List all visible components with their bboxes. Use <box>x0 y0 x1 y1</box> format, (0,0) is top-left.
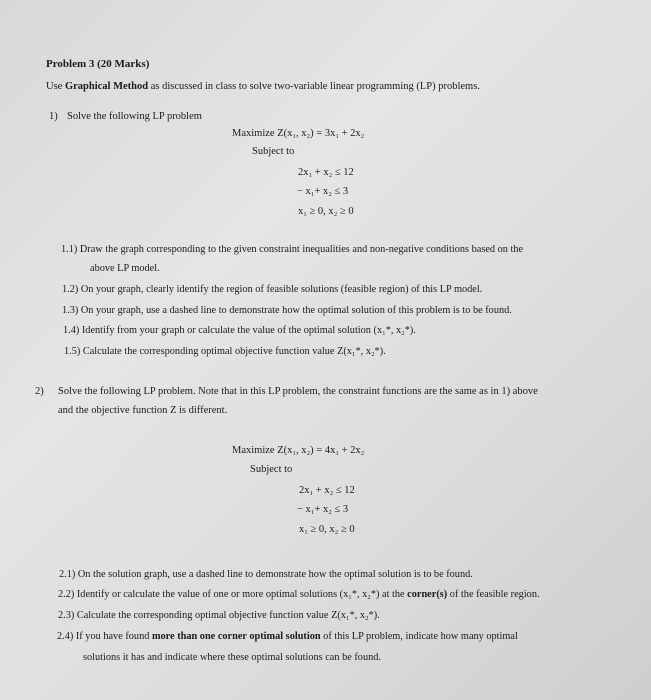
part2-item-2-4-cont: solutions it has and indicate where these optimal solutions can be found. <box>83 652 381 663</box>
part1-objective: Maximize Z(x₁, x₂) = 3x₁ + 2x₂ <box>232 128 365 139</box>
part2-constraint-3: x₁ ≥ 0, x₂ ≥ 0 <box>299 524 355 535</box>
part2-item-2-4-bold: more than one corner optimal solution <box>151 631 321 642</box>
part1-text: Solve the following LP problem <box>67 111 202 122</box>
part2-objective: Maximize Z(x₁, x₂) = 4x₁ + 2x₂ <box>232 445 365 456</box>
part2-item-2-3: 2.3) Calculate the corresponding optimal objective function value Z(x₁*, x₂*). <box>58 610 380 621</box>
intro-text <box>46 80 480 94</box>
intro-bold: Graphical Method <box>64 81 149 92</box>
part2-constraint-2: − x₁+ x₂ ≤ 3 <box>297 504 349 515</box>
part2-item-2-1: 2.1) On the solution graph, use a dashed line to demonstrate how the optimal solution is to be found. <box>59 569 473 580</box>
part1-item-1-2: 1.2) On your graph, clearly identify the region of feasible solutions (feasible region) of this LP model. <box>62 284 483 295</box>
part2-item-2-4-prefix: 2.4) If you have found <box>57 631 152 642</box>
part2-item-2-2-prefix: 2.2) Identify or calculate the value of one or more optimal solutions (x₁*, x₂*) at the <box>58 589 408 600</box>
intro-suffix: as discussed in class to solve two-variable linear programming (LP) problems. <box>148 81 480 92</box>
part1-item-1-1: 1.1) Draw the graph corresponding to the given constraint inequalities and non-negative conditions based on the <box>61 244 524 255</box>
intro-prefix: Use <box>46 81 65 92</box>
part1-constraint-1: 2x₁ + x₂ ≤ 12 <box>298 167 354 178</box>
part2-number: 2) <box>35 386 44 397</box>
part1-item-1-3: 1.3) On your graph, use a dashed line to demonstrate how the optimal solution of this problem is to be found. <box>62 305 512 316</box>
part1-item-1-4: 1.4) Identify from your graph or calculate the value of the optimal solution (x₁*, x₂*). <box>63 325 416 336</box>
part2-item-2-2 <box>58 588 540 602</box>
part2-constraint-1: 2x₁ + x₂ ≤ 12 <box>299 485 355 496</box>
part1-constraint-3: x₁ ≥ 0, x₂ ≥ 0 <box>298 206 354 217</box>
part1-item-1-5: 1.5) Calculate the corresponding optimal objective function value Z(x₁*, x₂*). <box>64 346 386 357</box>
problem-title: Problem 3 (20 Marks) <box>46 58 150 70</box>
part2-item-2-2-bold: corner(s) <box>407 589 448 600</box>
part1-subject-to: Subject to <box>252 146 295 157</box>
part2-text-line1: Solve the following LP problem. Note that in this LP problem, the constraint functions are the same as in 1) above <box>58 386 538 397</box>
part2-subject-to: Subject to <box>250 464 293 475</box>
part2-text-line2: and the objective function Z is different. <box>58 405 228 416</box>
part1-item-1-1-cont: above LP model. <box>90 263 160 274</box>
part1-constraint-2: − x₁+ x₂ ≤ 3 <box>297 186 349 197</box>
part2-item-2-4 <box>57 630 518 644</box>
part2-item-2-4-suffix: of this LP problem, indicate how many optimal <box>320 631 518 642</box>
part1-number: 1) <box>49 111 58 122</box>
part2-item-2-2-suffix: of the feasible region. <box>447 589 540 600</box>
